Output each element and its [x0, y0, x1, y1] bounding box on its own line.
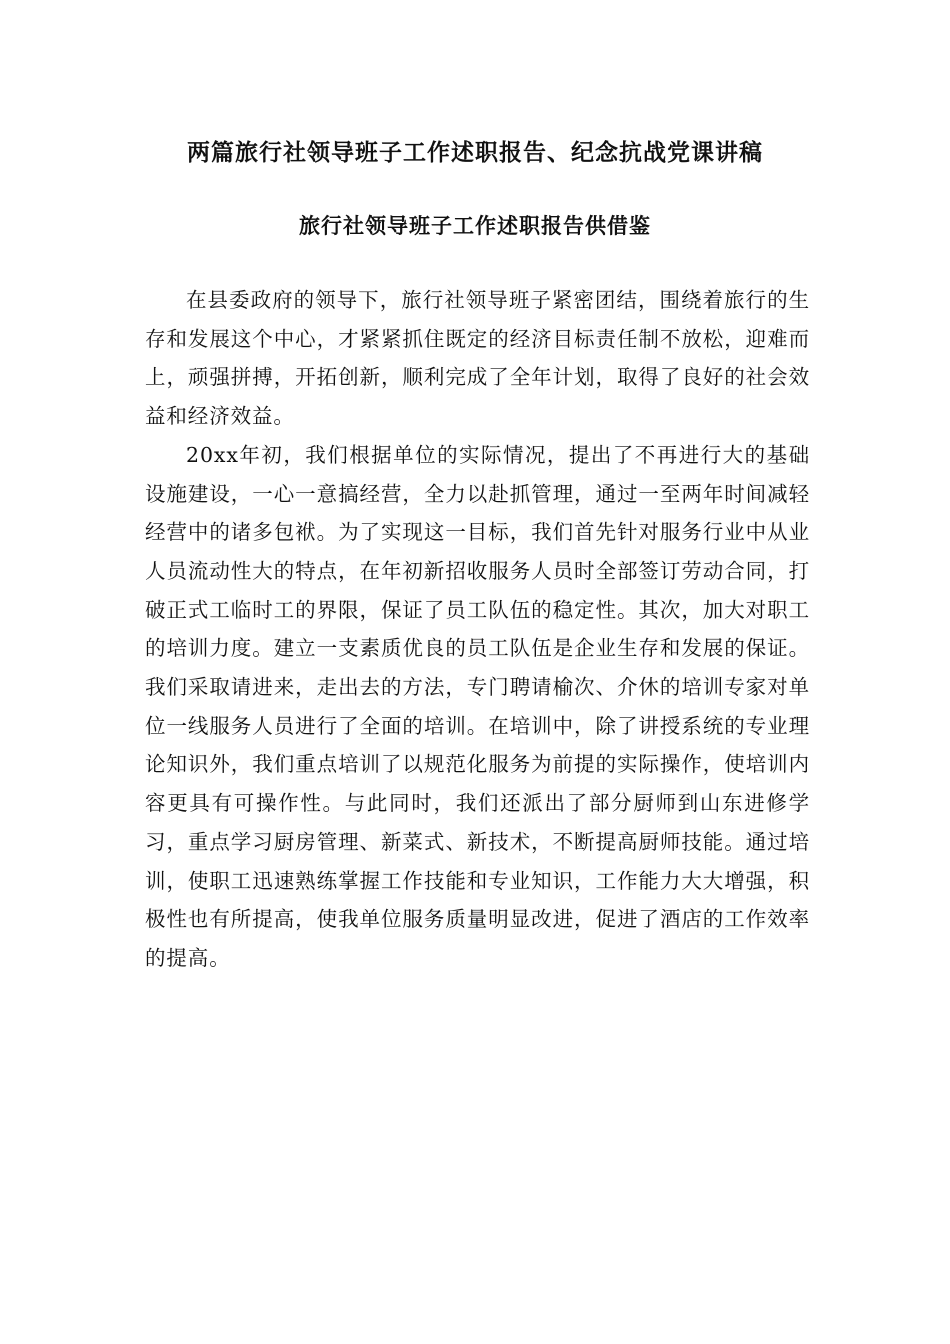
document-title: 两篇旅行社领导班子工作述职报告、纪念抗战党课讲稿 [187, 139, 763, 166]
document-subtitle: 旅行社领导班子工作述职报告供借鉴 [299, 213, 651, 238]
paragraph-1: 在县委政府的领导下，旅行社领导班子紧密团结，围绕着旅行的生存和发展这个中心，才紧紧抓住既定的经济目标责任制不放松，迎难而上，顽强拼搏，开拓创新，顺利完成了全年计划，取得了良好的社会效益和经济效益。 [145, 288, 810, 429]
paragraph-2: 20xx年初，我们根据单位的实际情况，提出了不再进行大的基础设施建设，一心一意搞经营，全力以赴抓管理，通过一至两年时间减轻经营中的诸多包袱。为了实现这一目标，我们首先针对服务行业中从业人员流动性大的特点，在年初新招收服务人员时全部签订劳动合同，打破正式工临时工的界限，保证了员工队伍的稳定性。其次，加大对职工的培训力度。建立一支素质优良的员工队伍是企业生存和发展的保证。我们采取请进来，走出去的方法，专门聘请榆次、介休的培训专家对单位一线服务人员进行了全面的培训。在培训中，除了讲授系统的专业理论知识外，我们重点培训了以规范化服务为前提的实际操作，使培训内容更具有可操作性。与此同时，我们还派出了部分厨师到山东进修学习，重点学习厨房管理、新菜式、新技术，不断提高厨师技能。通过培训，使职工迅速熟练掌握工作技能和专业知识，工作能力大大增强，积极性也有所提高，使我单位服务质量明显改进，促进了酒店的工作效率的提高。 [145, 442, 810, 970]
document-body [145, 281, 810, 978]
